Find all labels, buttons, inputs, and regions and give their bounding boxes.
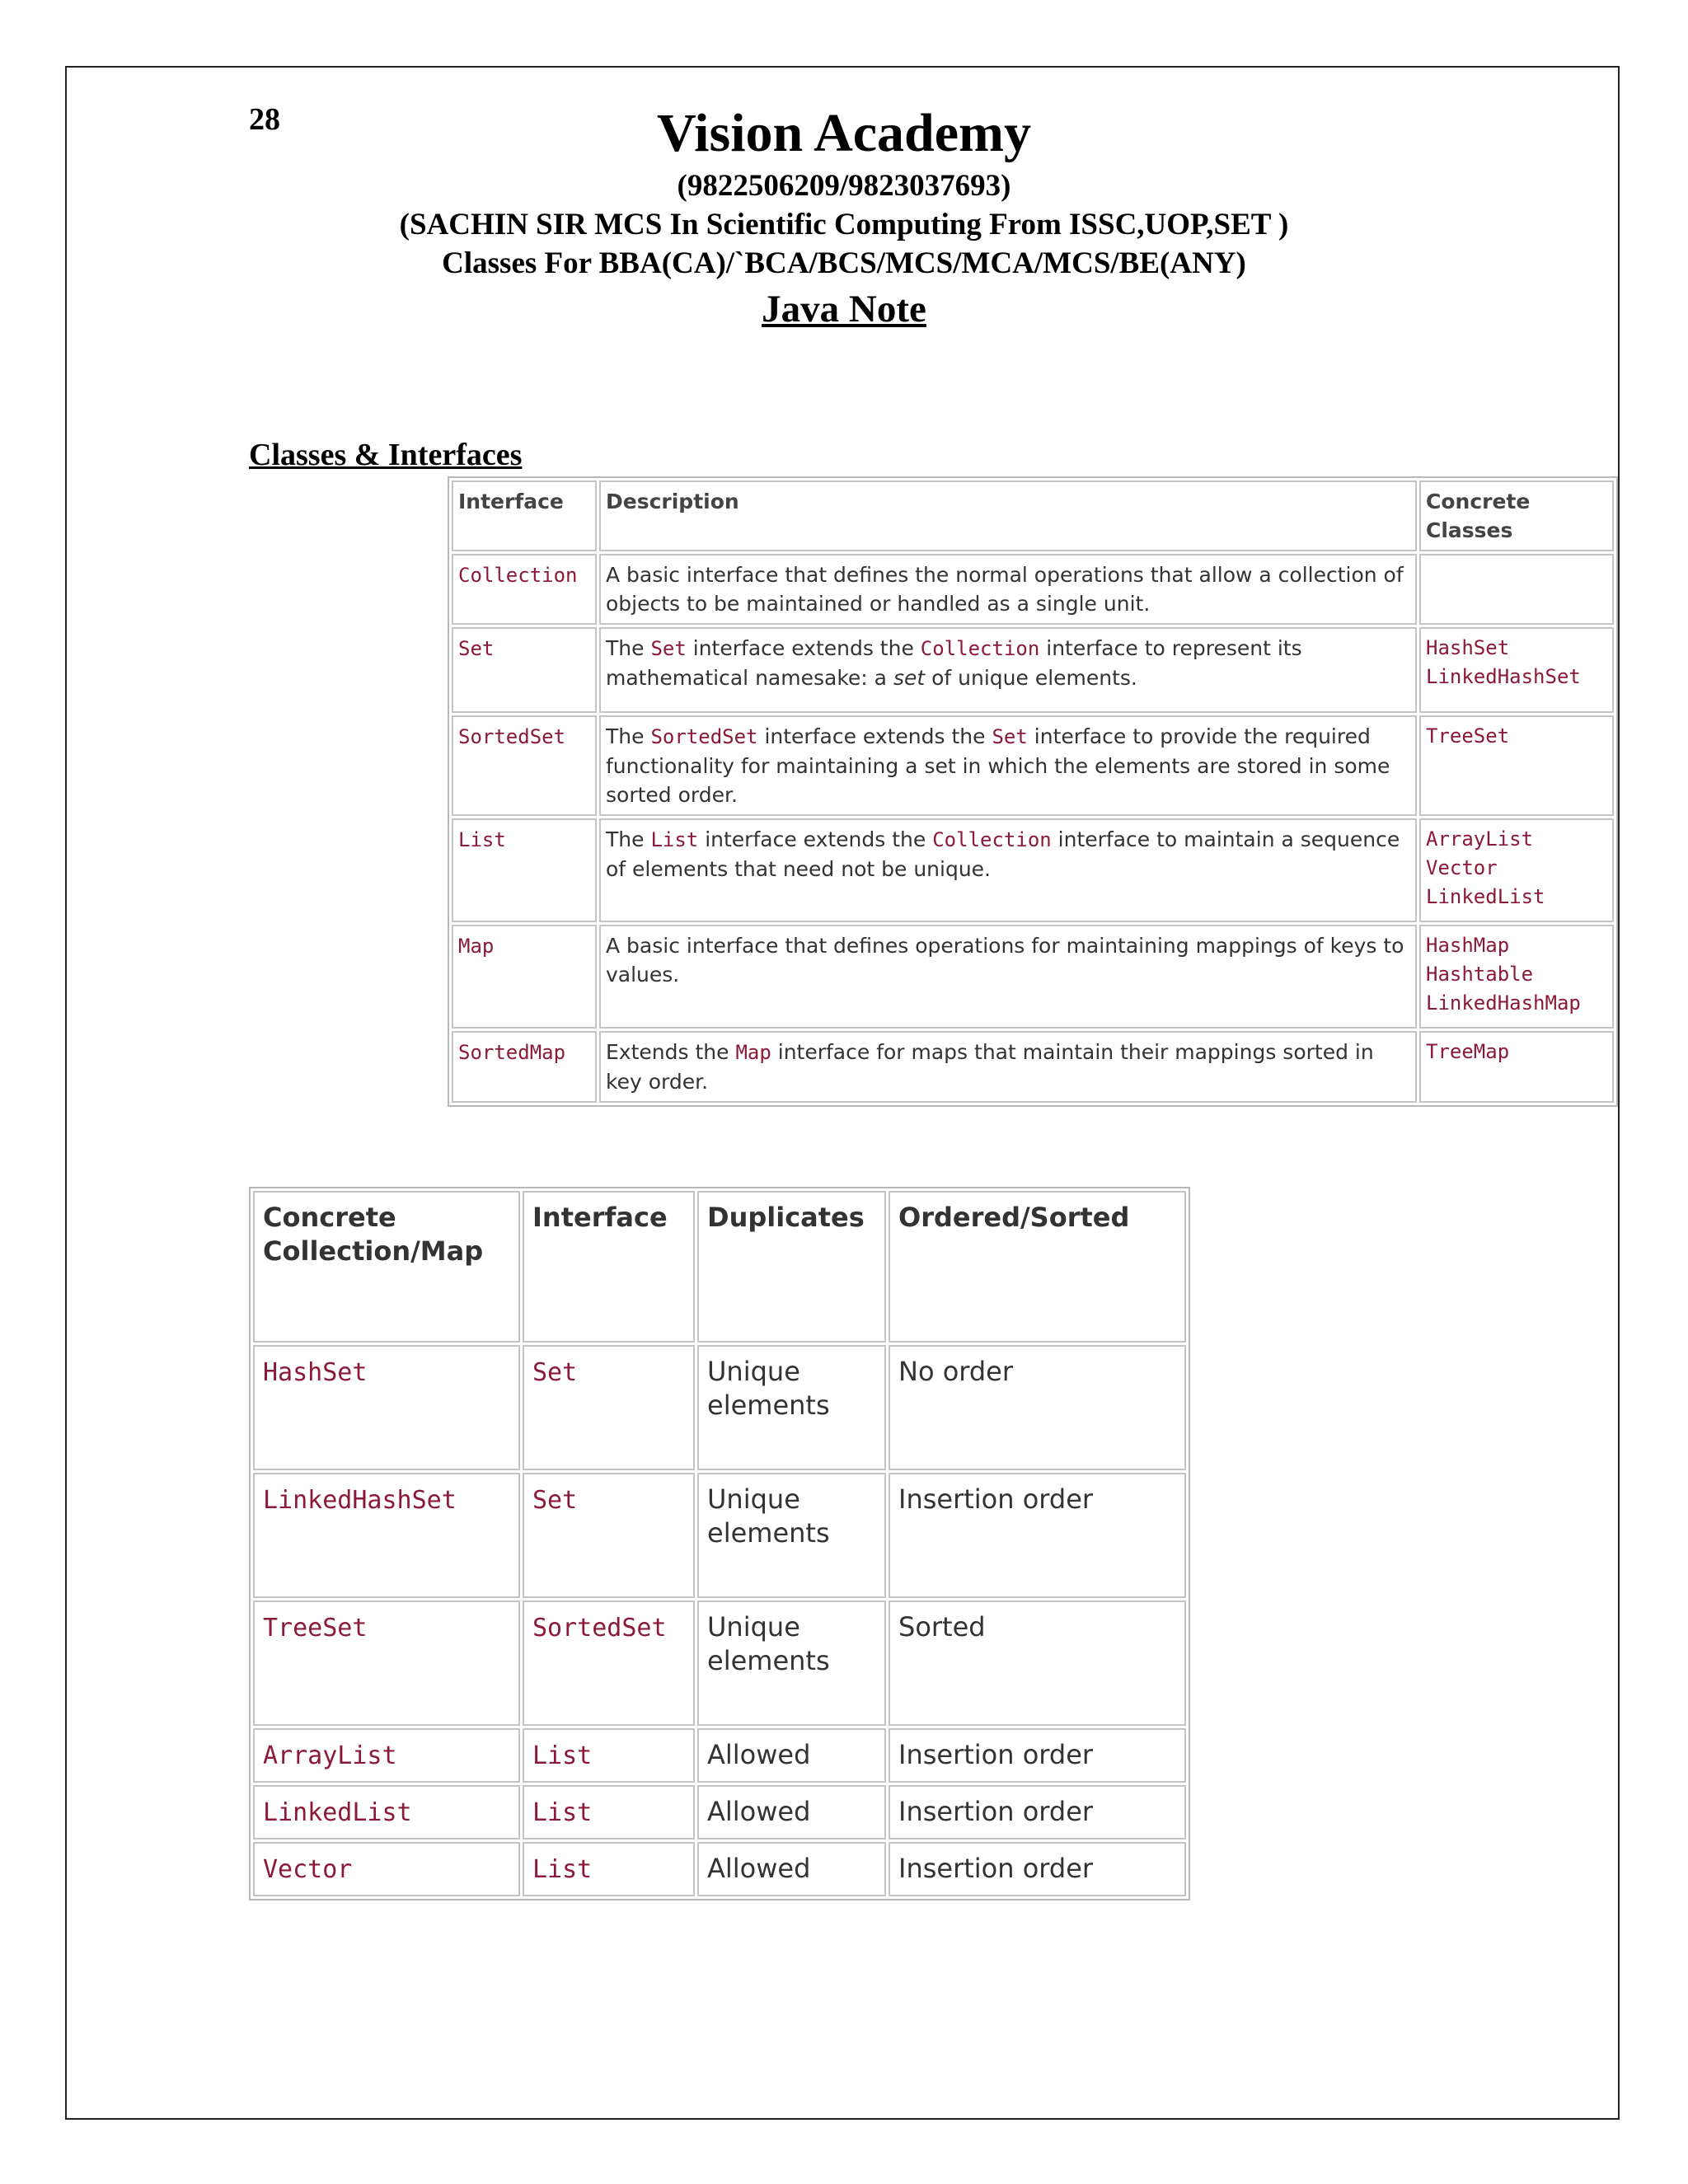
concrete-classes-cell	[1419, 925, 1614, 1029]
duplicates-cell: Unique elements	[697, 1601, 886, 1726]
concrete-class: TreeMap	[1426, 1040, 1510, 1063]
interface-cell	[452, 925, 597, 1029]
concrete-classes-cell	[1419, 627, 1614, 713]
page-header	[0, 101, 1688, 334]
order-cell: Insertion order	[889, 1842, 1186, 1896]
description-text: The	[606, 636, 651, 660]
column-header: Ordered/Sorted	[889, 1191, 1186, 1343]
table-row	[253, 1728, 1186, 1783]
academy-title: Vision Academy	[656, 103, 1032, 163]
description-text: A basic interface that defines operations for maintaining mappings of keys to values.	[606, 934, 1404, 987]
concrete-classes-cell	[1419, 1031, 1614, 1103]
order-cell: No order	[889, 1345, 1186, 1470]
duplicates-cell: Allowed	[697, 1785, 886, 1840]
emphasis: set	[893, 666, 926, 690]
column-header: Interface	[452, 480, 597, 551]
concrete-class: HashSet	[1426, 636, 1510, 659]
table-row	[253, 1473, 1186, 1598]
page-number: 28	[249, 102, 280, 137]
table-header-row	[253, 1191, 1186, 1343]
collection-cell	[253, 1345, 520, 1470]
concrete-class: LinkedHashSet	[1426, 665, 1581, 688]
phone-numbers: (9822506209/9823037693)	[677, 169, 1011, 203]
interfaces-table	[448, 476, 1618, 1107]
concrete-class: Hashtable	[1426, 963, 1534, 986]
inline-code: Collection	[920, 637, 1040, 660]
collection-name: HashSet	[263, 1358, 368, 1387]
description-cell	[599, 715, 1417, 816]
inline-code: SortedSet	[650, 725, 758, 748]
collection-cell	[253, 1842, 520, 1896]
collection-cell	[253, 1473, 520, 1598]
description-text: of unique elements.	[925, 666, 1137, 690]
collections-comparison-table	[249, 1187, 1190, 1900]
note-title: Java Note	[762, 288, 926, 330]
interface-cell	[452, 627, 597, 713]
table-row	[253, 1785, 1186, 1840]
collection-name: LinkedList	[263, 1798, 412, 1827]
duplicates-cell: Unique elements	[697, 1345, 886, 1470]
description-text: Extends the	[606, 1040, 736, 1064]
concrete-class: LinkedList	[1426, 885, 1545, 908]
collection-cell	[253, 1728, 520, 1783]
column-header: Concrete Collection/Map	[253, 1191, 520, 1343]
collection-name: LinkedHashSet	[263, 1486, 457, 1515]
table-row	[452, 818, 1614, 922]
interface-name: Set	[532, 1486, 578, 1515]
order-cell: Insertion order	[889, 1473, 1186, 1598]
table-row	[452, 1031, 1614, 1103]
concrete-classes-cell	[1419, 554, 1614, 625]
column-header: Description	[599, 480, 1417, 551]
order-cell: Insertion order	[889, 1728, 1186, 1783]
interface-cell	[523, 1728, 695, 1783]
concrete-class: HashMap	[1426, 934, 1510, 957]
interface-name: List	[532, 1798, 593, 1827]
duplicates-cell: Unique elements	[697, 1473, 886, 1598]
description-text: interface extends the	[698, 827, 933, 851]
interface-name: Collection	[458, 564, 578, 587]
collection-name: TreeSet	[263, 1614, 368, 1643]
interface-name: Map	[458, 935, 495, 958]
concrete-class: Vector	[1426, 856, 1498, 879]
interface-cell	[452, 715, 597, 816]
concrete-class: TreeSet	[1426, 724, 1510, 748]
column-header: Concrete Classes	[1419, 480, 1614, 551]
description-text: interface to provide the required functionality for maintaining a set in which the elements are stored in some sorted order.	[606, 724, 1390, 807]
interface-name: SortedMap	[458, 1041, 566, 1064]
interface-cell	[523, 1601, 695, 1726]
interface-cell	[523, 1345, 695, 1470]
interface-cell	[523, 1473, 695, 1598]
duplicates-cell: Allowed	[697, 1842, 886, 1896]
tagline: (SACHIN SIR MCS In Scientific Computing From ISSC,UOP,SET )	[399, 208, 1289, 241]
interface-name: SortedSet	[458, 725, 566, 748]
order-cell: Insertion order	[889, 1785, 1186, 1840]
collection-name: Vector	[263, 1855, 353, 1884]
description-cell	[599, 627, 1417, 713]
description-text: interface to represent its mathematical namesake: a	[606, 636, 1302, 690]
interface-cell	[452, 818, 597, 922]
description-text: The	[606, 827, 651, 851]
table-row	[452, 554, 1614, 625]
interface-cell	[523, 1785, 695, 1840]
inline-code: Set	[650, 637, 687, 660]
column-header: Interface	[523, 1191, 695, 1343]
description-text: The	[606, 724, 651, 748]
description-cell	[599, 925, 1417, 1029]
table-row	[452, 627, 1614, 713]
description-text: interface extends the	[757, 724, 992, 748]
inline-code: Collection	[932, 828, 1052, 851]
concrete-class: ArrayList	[1426, 827, 1534, 851]
table-row	[452, 715, 1614, 816]
inline-code: Map	[735, 1041, 771, 1064]
collection-cell	[253, 1601, 520, 1726]
collection-cell	[253, 1785, 520, 1840]
description-text: A basic interface that defines the normal operations that allow a collection of objects to be maintained or handled as a single unit.	[606, 563, 1404, 616]
order-cell: Sorted	[889, 1601, 1186, 1726]
section-title: Classes & Interfaces	[249, 438, 523, 472]
table-row	[452, 925, 1614, 1029]
description-cell	[599, 1031, 1417, 1103]
description-cell	[599, 818, 1417, 922]
interface-name: List	[458, 828, 506, 851]
interface-name: Set	[532, 1358, 578, 1387]
interface-name: Set	[458, 637, 495, 660]
description-text: interface extends the	[686, 636, 921, 660]
interface-cell	[452, 554, 597, 625]
interface-name: List	[532, 1855, 593, 1884]
interface-cell	[523, 1842, 695, 1896]
inline-code: List	[650, 828, 699, 851]
description-cell	[599, 554, 1417, 625]
inline-code: Set	[992, 725, 1028, 748]
concrete-class: LinkedHashMap	[1426, 991, 1581, 1015]
interface-name: SortedSet	[532, 1614, 667, 1643]
interface-name: List	[532, 1741, 593, 1770]
collection-name: ArrayList	[263, 1741, 397, 1770]
interface-cell	[452, 1031, 597, 1103]
duplicates-cell: Allowed	[697, 1728, 886, 1783]
description-text: interface for maps that maintain their mappings sorted in key order.	[606, 1040, 1374, 1094]
table-row	[253, 1601, 1186, 1726]
table-row	[253, 1345, 1186, 1470]
table-header-row	[452, 480, 1614, 551]
classes-line: Classes For BBA(CA)/`BCA/BCS/MCS/MCA/MCS/BE(ANY)	[442, 246, 1246, 280]
table-row	[253, 1842, 1186, 1896]
concrete-classes-cell	[1419, 818, 1614, 922]
concrete-classes-cell	[1419, 715, 1614, 816]
description-text: interface to maintain a sequence of elements that need not be unique.	[606, 827, 1400, 881]
column-header: Duplicates	[697, 1191, 886, 1343]
